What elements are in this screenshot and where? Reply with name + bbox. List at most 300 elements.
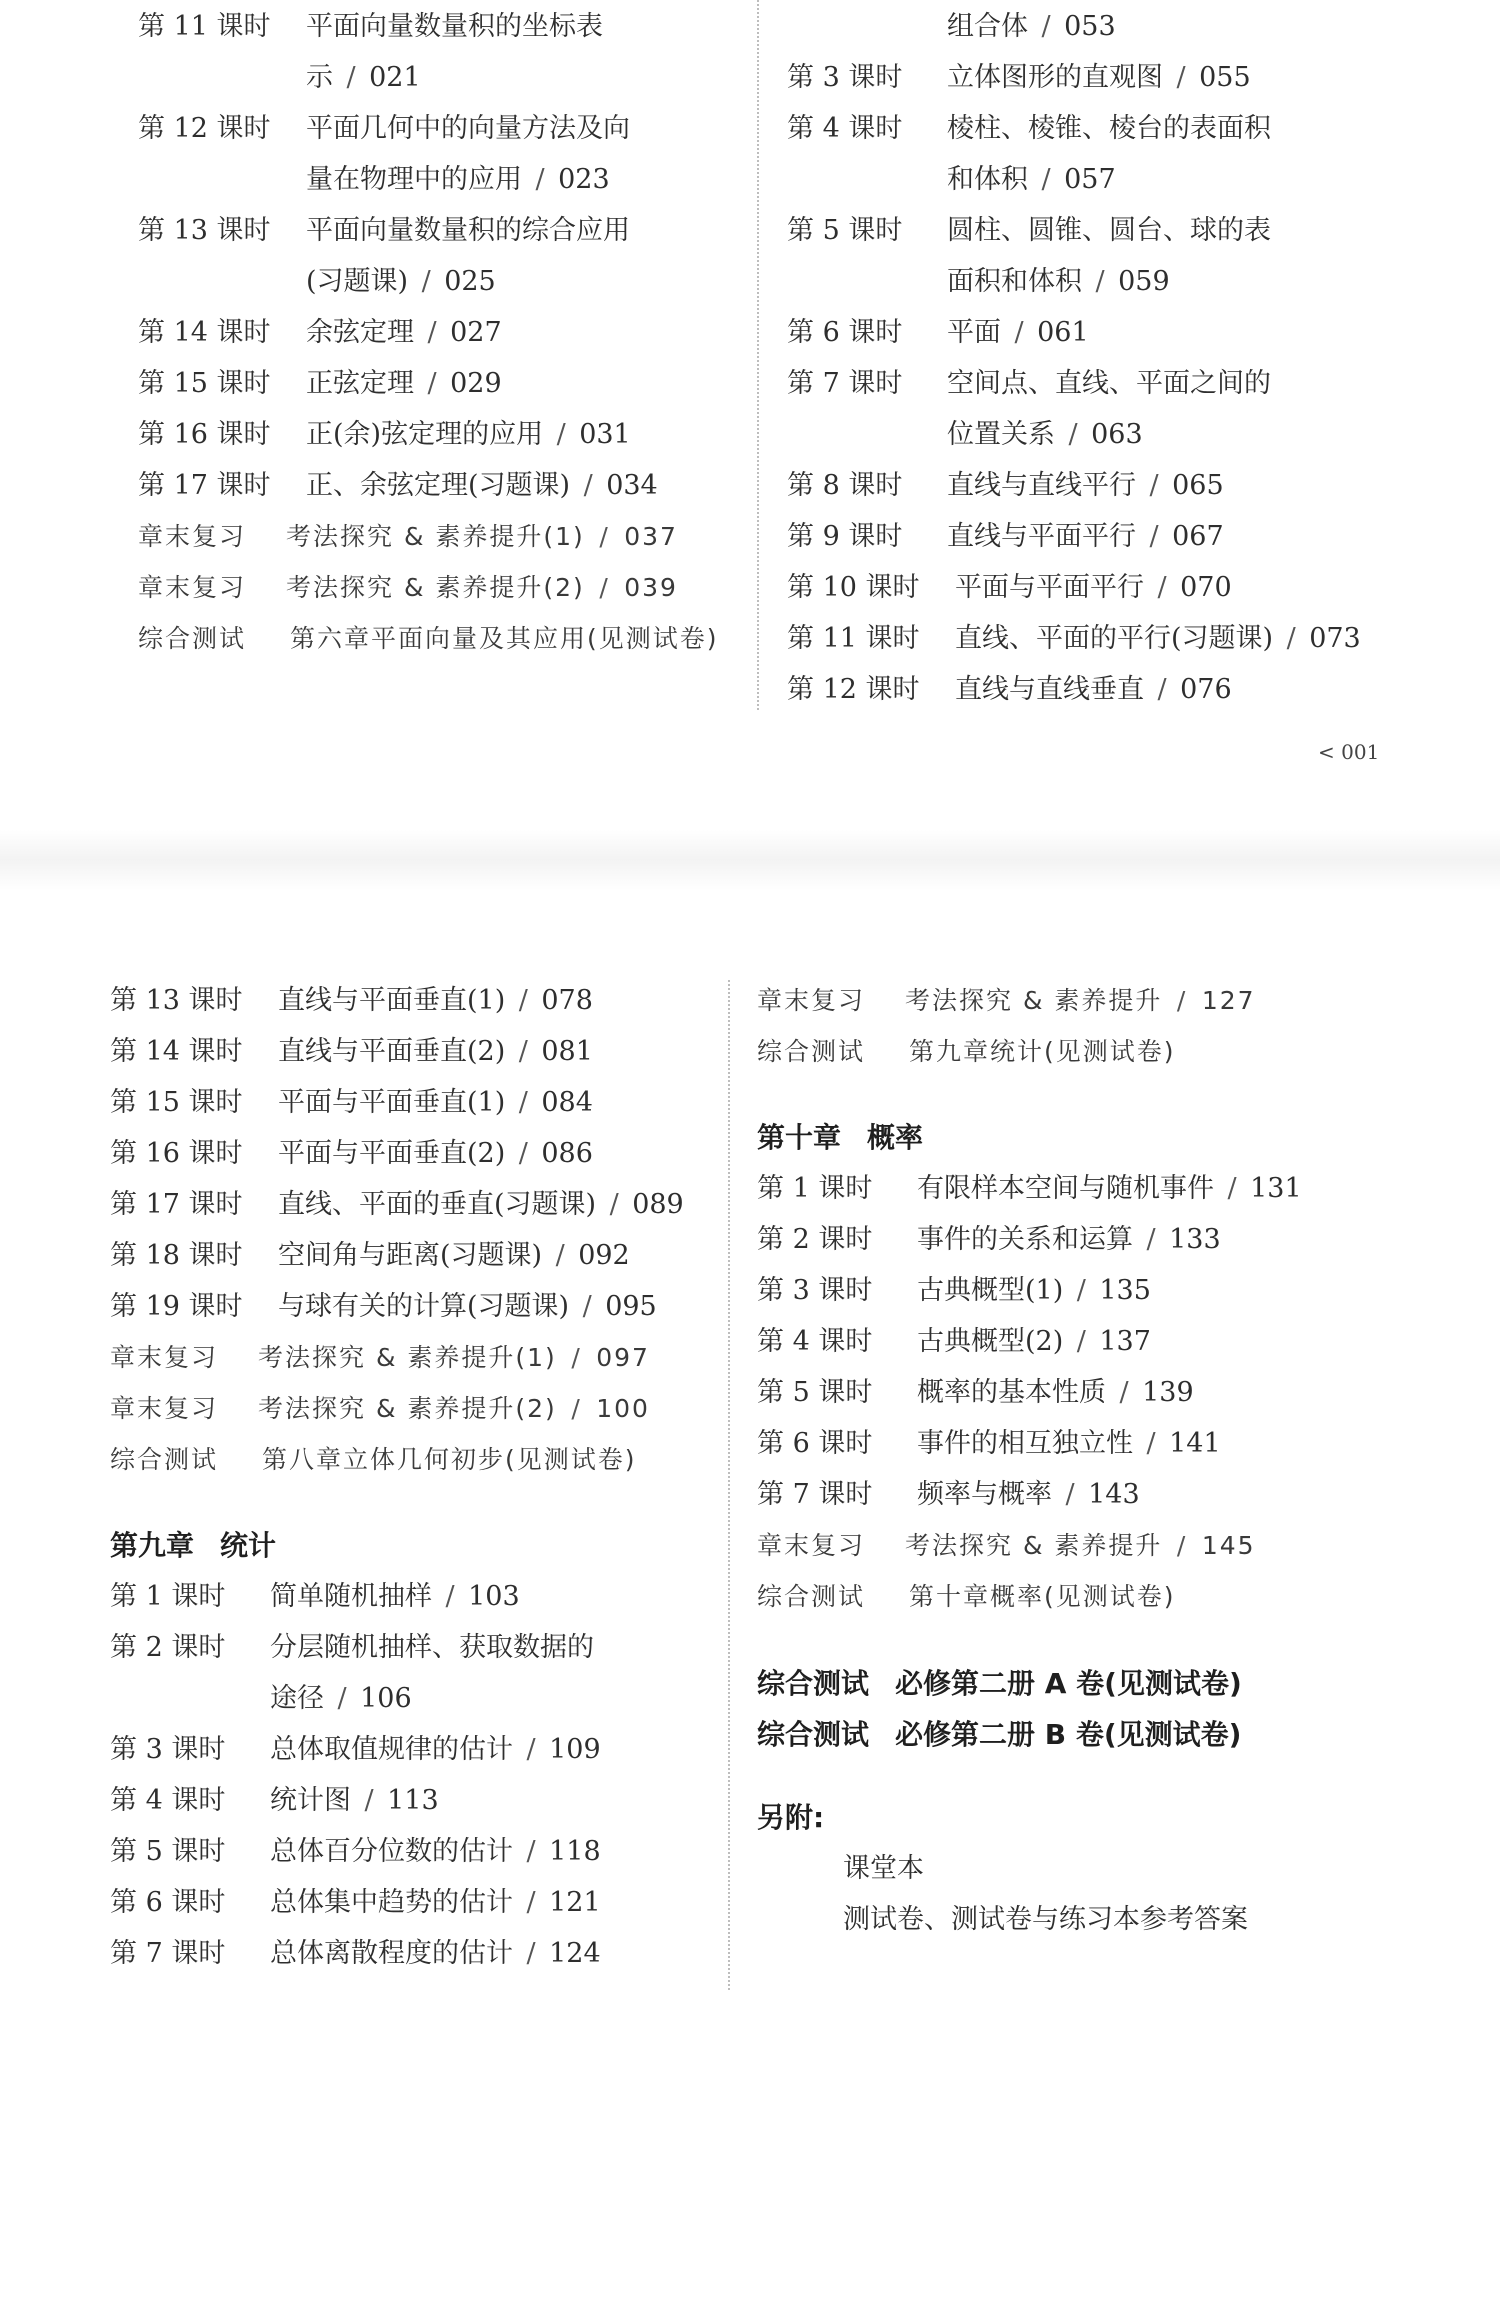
- entry-title-block: [947, 511, 1224, 562]
- page-ref-separator: /: [1214, 1173, 1251, 1204]
- entry-title-block: [270, 1877, 601, 1928]
- entry-title: 平面与平面垂直(2): [278, 1138, 506, 1169]
- toc-entry[interactable]: [110, 1128, 710, 1179]
- entry-title-block: [306, 1, 636, 103]
- entry-title: 与球有关的计算(习题课): [278, 1291, 570, 1322]
- entry-title: 直线与直线平行: [947, 470, 1136, 501]
- entry-title: 总体集中趋势的估计: [270, 1887, 513, 1918]
- page-ref-separator: /: [1082, 266, 1119, 297]
- toc-entry[interactable]: [757, 1520, 1437, 1571]
- page-ref-separator: /: [505, 1036, 542, 1067]
- toc-entry[interactable]: [787, 1, 1427, 52]
- entry-title: 分层随机抽样、获取数据的途径: [270, 1632, 594, 1714]
- page-ref: 095: [605, 1291, 657, 1322]
- chapter-name: 概率: [867, 1121, 924, 1154]
- lesson-label: 章末复习: [110, 1394, 219, 1423]
- lesson-label: 第 8 课时: [787, 470, 903, 501]
- page-ref-separator: /: [596, 1189, 633, 1220]
- page-ref: 029: [450, 368, 502, 399]
- lesson-label: 第 6 课时: [110, 1887, 226, 1918]
- page-ref: 025: [444, 266, 496, 297]
- entry-title-block: [278, 1026, 593, 1077]
- entry-title: 直线、平面的垂直(习题课): [278, 1189, 597, 1220]
- lesson-label: 第 4 课时: [787, 113, 903, 144]
- entry-title-block: [917, 1163, 1302, 1214]
- entry-title-block: [306, 103, 636, 205]
- entry-title: 平面几何中的向量方法及向量在物理中的应用: [306, 113, 630, 195]
- page-ref: 133: [1169, 1224, 1221, 1255]
- page-ref: 141: [1169, 1428, 1221, 1459]
- entry-title-block: [955, 613, 1361, 664]
- toc-entry[interactable]: [110, 1281, 710, 1332]
- final-test-title: 必修第二册 A 卷(见测试卷): [895, 1667, 1242, 1700]
- final-test-entry[interactable]: [757, 1658, 1437, 1709]
- toc-entry[interactable]: [138, 1, 738, 103]
- entry-title: 第六章平面向量及其应用(见测试卷): [290, 624, 719, 653]
- toc-entry[interactable]: [757, 1571, 1437, 1622]
- toc-entry[interactable]: [787, 205, 1427, 307]
- entry-title: 直线与直线垂直: [955, 674, 1144, 705]
- page-ref-separator: /: [505, 1087, 542, 1118]
- lesson-label: 第 10 课时: [787, 572, 920, 603]
- entry-title: 考法探究 & 素养提升(2): [286, 573, 585, 602]
- lesson-label: 第 7 课时: [787, 368, 903, 399]
- lesson-label: 第 6 课时: [757, 1428, 873, 1459]
- page-ref: 135: [1099, 1275, 1151, 1306]
- appendix-item[interactable]: 课堂本: [843, 1853, 924, 1884]
- toc-entry[interactable]: [757, 1367, 1437, 1418]
- toc-entry[interactable]: [787, 103, 1427, 205]
- page-ref: 027: [450, 317, 502, 348]
- lesson-label: 第 12 课时: [787, 674, 920, 705]
- entry-title: 频率与概率: [917, 1479, 1052, 1510]
- entry-title: 直线与平面垂直(2): [278, 1036, 506, 1067]
- toc-entry[interactable]: [110, 1077, 710, 1128]
- entry-title-block: [278, 1230, 630, 1281]
- toc-entry[interactable]: [110, 1026, 710, 1077]
- toc-entry[interactable]: [110, 975, 710, 1026]
- toc-entry[interactable]: [110, 1332, 710, 1383]
- entry-title-block: [306, 358, 502, 409]
- lesson-label: 章末复习: [138, 522, 247, 551]
- page-ref-separator: /: [1133, 1428, 1170, 1459]
- lesson-label: 章末复习: [110, 1343, 219, 1372]
- entry-title-block: [905, 1520, 1256, 1571]
- lesson-label: 第 7 课时: [757, 1479, 873, 1510]
- entry-title-block: [947, 1, 1116, 52]
- lesson-label: 综合测试: [110, 1445, 219, 1474]
- lesson-label: 第 17 课时: [110, 1189, 243, 1220]
- entry-title-block: [917, 1469, 1140, 1520]
- toc-entry[interactable]: [787, 460, 1427, 511]
- entry-title-block: [306, 205, 636, 307]
- page-ref-separator: /: [543, 419, 580, 450]
- page-ref: 118: [549, 1836, 601, 1867]
- final-test-title: 必修第二册 B 卷(见测试卷): [895, 1718, 1242, 1751]
- page-ref: 084: [541, 1087, 593, 1118]
- page-ref: 121: [549, 1887, 601, 1918]
- toc-entry[interactable]: [787, 307, 1427, 358]
- entry-title-block: [917, 1418, 1221, 1469]
- lesson-label: 第 4 课时: [757, 1326, 873, 1357]
- entry-title-block: [306, 409, 631, 460]
- lesson-label: 第 5 课时: [757, 1377, 873, 1408]
- page-ref: 137: [1099, 1326, 1151, 1357]
- page-ref-separator: /: [1163, 62, 1200, 93]
- entry-title: 总体取值规律的估计: [270, 1734, 513, 1765]
- page-ref-separator: /: [513, 1734, 550, 1765]
- lesson-label: 第 3 课时: [110, 1734, 226, 1765]
- page-ref-separator: /: [1144, 674, 1181, 705]
- page-ref-separator: /: [556, 1394, 597, 1423]
- entry-title-block: [947, 205, 1277, 307]
- entry-title: 平面与平面平行: [955, 572, 1144, 603]
- entry-title: 考法探究 & 素养提升(2): [258, 1394, 557, 1423]
- page-ref-separator: /: [1162, 1531, 1202, 1560]
- section-spacer: [757, 1622, 1437, 1658]
- page-ref-separator: /: [569, 1291, 606, 1322]
- toc-entry[interactable]: [138, 307, 738, 358]
- entry-title-block: [306, 460, 658, 511]
- entry-title-block: [947, 52, 1251, 103]
- entry-title-block: [278, 1179, 684, 1230]
- toc-column-right: [787, 1, 1427, 715]
- entry-title: 圆柱、圆锥、圆台、球的表面积和体积: [947, 215, 1271, 297]
- page-ref: 113: [387, 1785, 439, 1816]
- entry-title-block: [270, 1571, 520, 1622]
- entry-title-block: [306, 307, 502, 358]
- toc-column-right: [757, 975, 1437, 1945]
- toc-page-2: [0, 890, 1500, 2322]
- toc-entry[interactable]: [110, 1928, 710, 1979]
- page-ref-separator: /: [1055, 419, 1092, 450]
- toc-entry[interactable]: [787, 613, 1427, 664]
- entry-title: 第九章统计(见测试卷): [909, 1037, 1176, 1066]
- entry-title: 考法探究 & 素养提升: [905, 1531, 1163, 1560]
- lesson-label: 章末复习: [757, 1531, 866, 1560]
- toc-entry[interactable]: [138, 562, 738, 613]
- entry-title: 事件的相互独立性: [917, 1428, 1133, 1459]
- entry-title-block: [270, 1622, 600, 1724]
- entry-title: 棱柱、棱锥、棱台的表面积和体积: [947, 113, 1271, 195]
- lesson-label: 第 13 课时: [110, 985, 243, 1016]
- toc-entry[interactable]: [138, 460, 738, 511]
- final-test-label: 综合测试: [757, 1667, 870, 1700]
- page-ref-separator: /: [1133, 1224, 1170, 1255]
- toc-entry[interactable]: [138, 409, 738, 460]
- chapter-name: 统计: [220, 1529, 277, 1562]
- lesson-label: 第 13 课时: [138, 215, 271, 246]
- lesson-label: 章末复习: [138, 573, 247, 602]
- entry-title: 正(余)弦定理的应用: [306, 419, 544, 450]
- entry-title: 统计图: [270, 1785, 351, 1816]
- page-number: < 001: [1318, 740, 1380, 764]
- entry-title: 事件的关系和运算: [917, 1224, 1133, 1255]
- page-ref-separator: /: [414, 317, 451, 348]
- page-ref-separator: /: [432, 1581, 469, 1612]
- toc-entry[interactable]: [110, 1775, 710, 1826]
- page-ref-separator: /: [414, 368, 451, 399]
- entry-title-block: [917, 1316, 1151, 1367]
- entry-title-block: [278, 1077, 593, 1128]
- page-ref: 061: [1037, 317, 1089, 348]
- final-test-entry[interactable]: [757, 1709, 1437, 1760]
- entry-title-block: [270, 1826, 601, 1877]
- entry-title: 考法探究 & 素养提升(1): [258, 1343, 557, 1372]
- entry-title: 平面: [947, 317, 1001, 348]
- toc-entry[interactable]: [138, 511, 738, 562]
- entry-title-block: [917, 1214, 1221, 1265]
- page-separator: [0, 830, 1500, 890]
- page-ref: 076: [1180, 674, 1232, 705]
- toc-entry[interactable]: [757, 1469, 1437, 1520]
- toc-entry[interactable]: [110, 1383, 710, 1434]
- entry-title: 直线与平面垂直(1): [278, 985, 506, 1016]
- page-ref-separator: /: [556, 1343, 597, 1372]
- entry-title-block: [278, 975, 593, 1026]
- lesson-label: 第 1 课时: [110, 1581, 226, 1612]
- chapter-heading: [757, 1113, 1437, 1163]
- page-ref: 092: [578, 1240, 630, 1271]
- entry-title: 考法探究 & 素养提升: [905, 986, 1163, 1015]
- entry-title-block: [286, 562, 678, 613]
- toc-entry[interactable]: [138, 103, 738, 205]
- lesson-label: 第 14 课时: [110, 1036, 243, 1067]
- toc-entry[interactable]: [110, 1179, 710, 1230]
- entry-title: 平面向量数量积的坐标表示: [306, 11, 603, 93]
- toc-entry[interactable]: [757, 1214, 1437, 1265]
- page-ref-separator: /: [1052, 1479, 1089, 1510]
- page-ref-separator: /: [505, 985, 542, 1016]
- page-ref: 109: [549, 1734, 601, 1765]
- lesson-label: 第 6 课时: [787, 317, 903, 348]
- page-ref: 145: [1201, 1531, 1256, 1560]
- page-ref: 023: [558, 164, 610, 195]
- page-ref-separator: /: [513, 1836, 550, 1867]
- toc-entry[interactable]: [787, 664, 1427, 715]
- page-ref: 097: [596, 1343, 650, 1372]
- page-ref: 073: [1309, 623, 1361, 654]
- entry-title: 古典概型(2): [917, 1326, 1064, 1357]
- entry-title-block: [258, 1383, 650, 1434]
- entry-title-block: [270, 1724, 601, 1775]
- lesson-label: 综合测试: [757, 1582, 866, 1611]
- toc-entry[interactable]: [787, 52, 1427, 103]
- page-ref-separator: /: [408, 266, 445, 297]
- page-ref-separator: /: [1028, 11, 1065, 42]
- toc-entry[interactable]: [110, 1230, 710, 1281]
- entry-title: 余弦定理: [306, 317, 414, 348]
- page-ref-separator: /: [324, 1683, 361, 1714]
- toc-entry[interactable]: [757, 1316, 1437, 1367]
- page-ref: 100: [596, 1394, 650, 1423]
- page-ref: 057: [1064, 164, 1116, 195]
- appendix-item[interactable]: 测试卷、测试卷与练习本参考答案: [843, 1904, 1248, 1935]
- lesson-label: 第 15 课时: [110, 1087, 243, 1118]
- page-ref: 106: [360, 1683, 412, 1714]
- page-ref-separator: /: [1273, 623, 1310, 654]
- page-ref: 131: [1250, 1173, 1302, 1204]
- toc-page-1: [0, 0, 1500, 830]
- entry-title: 古典概型(1): [917, 1275, 1064, 1306]
- entry-title: 空间角与距离(习题课): [278, 1240, 543, 1271]
- entry-title-block: [278, 1128, 593, 1179]
- entry-title-block: [905, 975, 1256, 1026]
- page-ref: 067: [1172, 521, 1224, 552]
- toc-entry[interactable]: [787, 358, 1427, 460]
- lesson-label: 第 1 课时: [757, 1173, 873, 1204]
- appendix-heading: 另附:: [757, 1801, 825, 1834]
- lesson-label: 第 3 课时: [787, 62, 903, 93]
- entry-title-block: [917, 1265, 1151, 1316]
- lesson-label: 第 14 课时: [138, 317, 271, 348]
- entry-title: 总体离散程度的估计: [270, 1938, 513, 1969]
- lesson-label: 综合测试: [138, 624, 247, 653]
- page-ref: 127: [1201, 986, 1256, 1015]
- toc-entry[interactable]: [757, 1418, 1437, 1469]
- page-ref-separator: /: [1144, 572, 1181, 603]
- entry-title: 直线与平面平行: [947, 521, 1136, 552]
- page-ref-separator: /: [584, 522, 625, 551]
- entry-title: 立体图形的直观图: [947, 62, 1163, 93]
- lesson-label: 第 3 课时: [757, 1275, 873, 1306]
- column-divider: [757, 0, 759, 710]
- page-ref-separator: /: [1063, 1326, 1100, 1357]
- page-ref-separator: /: [505, 1138, 542, 1169]
- page-ref-separator: /: [1028, 164, 1065, 195]
- page-ref: 089: [632, 1189, 684, 1220]
- page-ref-separator: /: [584, 573, 625, 602]
- page-ref-separator: /: [333, 62, 370, 93]
- toc-entry[interactable]: [138, 358, 738, 409]
- lesson-label: 第 7 课时: [110, 1938, 226, 1969]
- lesson-label: 第 19 课时: [110, 1291, 243, 1322]
- toc-entry[interactable]: [138, 205, 738, 307]
- entry-title-block: [270, 1928, 601, 1979]
- entry-title-block: [947, 103, 1277, 205]
- lesson-label: 章末复习: [757, 986, 866, 1015]
- lesson-label: 第 15 课时: [138, 368, 271, 399]
- page-ref: 103: [468, 1581, 520, 1612]
- toc-entry[interactable]: [757, 1265, 1437, 1316]
- lesson-label: 第 17 课时: [138, 470, 271, 501]
- page-ref: 053: [1064, 11, 1116, 42]
- page-ref-separator: /: [1162, 986, 1202, 1015]
- entry-title: 考法探究 & 素养提升(1): [286, 522, 585, 551]
- page-ref-separator: /: [522, 164, 559, 195]
- page-ref-separator: /: [570, 470, 607, 501]
- toc-entry[interactable]: [757, 1026, 1437, 1077]
- page-ref: 039: [624, 573, 678, 602]
- toc-entry[interactable]: [138, 613, 738, 715]
- entry-title-block: [955, 664, 1232, 715]
- chapter-heading: [110, 1521, 710, 1571]
- toc-entry[interactable]: [757, 975, 1437, 1026]
- final-test-label: 综合测试: [757, 1718, 870, 1751]
- entry-title-block: [270, 1775, 439, 1826]
- entry-title-block: [909, 1571, 1176, 1622]
- entry-title: 正、余弦定理(习题课): [306, 470, 571, 501]
- entry-title: 概率的基本性质: [917, 1377, 1106, 1408]
- entry-title-block: [286, 511, 678, 562]
- lesson-label: 第 11 课时: [787, 623, 920, 654]
- lesson-label: 第 2 课时: [757, 1224, 873, 1255]
- page-ref: 139: [1142, 1377, 1194, 1408]
- toc-column-left: [138, 1, 738, 715]
- page-ref: 065: [1172, 470, 1224, 501]
- page-ref-separator: /: [351, 1785, 388, 1816]
- page-ref-separator: /: [542, 1240, 579, 1271]
- lesson-label: 第 5 课时: [110, 1836, 226, 1867]
- entry-title-block: [947, 460, 1224, 511]
- page-ref-separator: /: [513, 1938, 550, 1969]
- toc-entry[interactable]: [757, 1163, 1437, 1214]
- entry-title: 正弦定理: [306, 368, 414, 399]
- page-ref: 037: [624, 522, 678, 551]
- toc-entry[interactable]: [110, 1434, 710, 1485]
- toc-column-left: [110, 975, 710, 1979]
- entry-title: 组合体: [947, 11, 1028, 42]
- entry-title: 第八章立体几何初步(见测试卷): [262, 1445, 637, 1474]
- page-ref: 031: [579, 419, 631, 450]
- toc-entry[interactable]: [110, 1724, 710, 1775]
- lesson-label: 第 18 课时: [110, 1240, 243, 1271]
- toc-entry[interactable]: [787, 511, 1427, 562]
- toc-entry[interactable]: [110, 1826, 710, 1877]
- lesson-label: 第 16 课时: [138, 419, 271, 450]
- page-ref-separator: /: [1136, 470, 1173, 501]
- page-ref: 078: [541, 985, 593, 1016]
- page-ref: 063: [1091, 419, 1143, 450]
- toc-entry[interactable]: [110, 1622, 710, 1724]
- entry-title-block: [278, 1281, 657, 1332]
- entry-title-block: [917, 1367, 1194, 1418]
- lesson-label: 第 9 课时: [787, 521, 903, 552]
- chapter-number: 第九章: [110, 1529, 195, 1562]
- entry-title-block: [290, 613, 730, 664]
- entry-title: 总体百分位数的估计: [270, 1836, 513, 1867]
- column-divider: [728, 980, 730, 1990]
- entry-title-block: [955, 562, 1232, 613]
- lesson-label: 第 12 课时: [138, 113, 271, 144]
- page-ref: 081: [541, 1036, 593, 1067]
- page-ref: 059: [1118, 266, 1170, 297]
- page-ref: 124: [549, 1938, 601, 1969]
- page-ref-separator: /: [1001, 317, 1038, 348]
- toc-entry[interactable]: [787, 562, 1427, 613]
- toc-entry[interactable]: [110, 1571, 710, 1622]
- entry-title-block: [262, 1434, 637, 1485]
- page-ref: 021: [369, 62, 421, 93]
- entry-title-block: [258, 1332, 650, 1383]
- chapter-number: 第十章: [757, 1121, 842, 1154]
- toc-entry[interactable]: [110, 1877, 710, 1928]
- entry-title: 空间点、直线、平面之间的位置关系: [947, 368, 1271, 450]
- page-ref: 034: [606, 470, 658, 501]
- entry-title-block: [947, 307, 1089, 358]
- entry-title-block: [947, 358, 1277, 460]
- page-ref-separator: /: [1063, 1275, 1100, 1306]
- page-ref: 143: [1088, 1479, 1140, 1510]
- lesson-label: 第 16 课时: [110, 1138, 243, 1169]
- entry-title: 直线、平面的平行(习题课): [955, 623, 1274, 654]
- entry-title: 平面向量数量积的综合应用(习题课): [306, 215, 630, 297]
- page-ref-separator: /: [513, 1887, 550, 1918]
- entry-title-block: [909, 1026, 1176, 1077]
- lesson-label: 综合测试: [757, 1037, 866, 1066]
- lesson-label: 第 11 课时: [138, 11, 271, 42]
- entry-title: 有限样本空间与随机事件: [917, 1173, 1214, 1204]
